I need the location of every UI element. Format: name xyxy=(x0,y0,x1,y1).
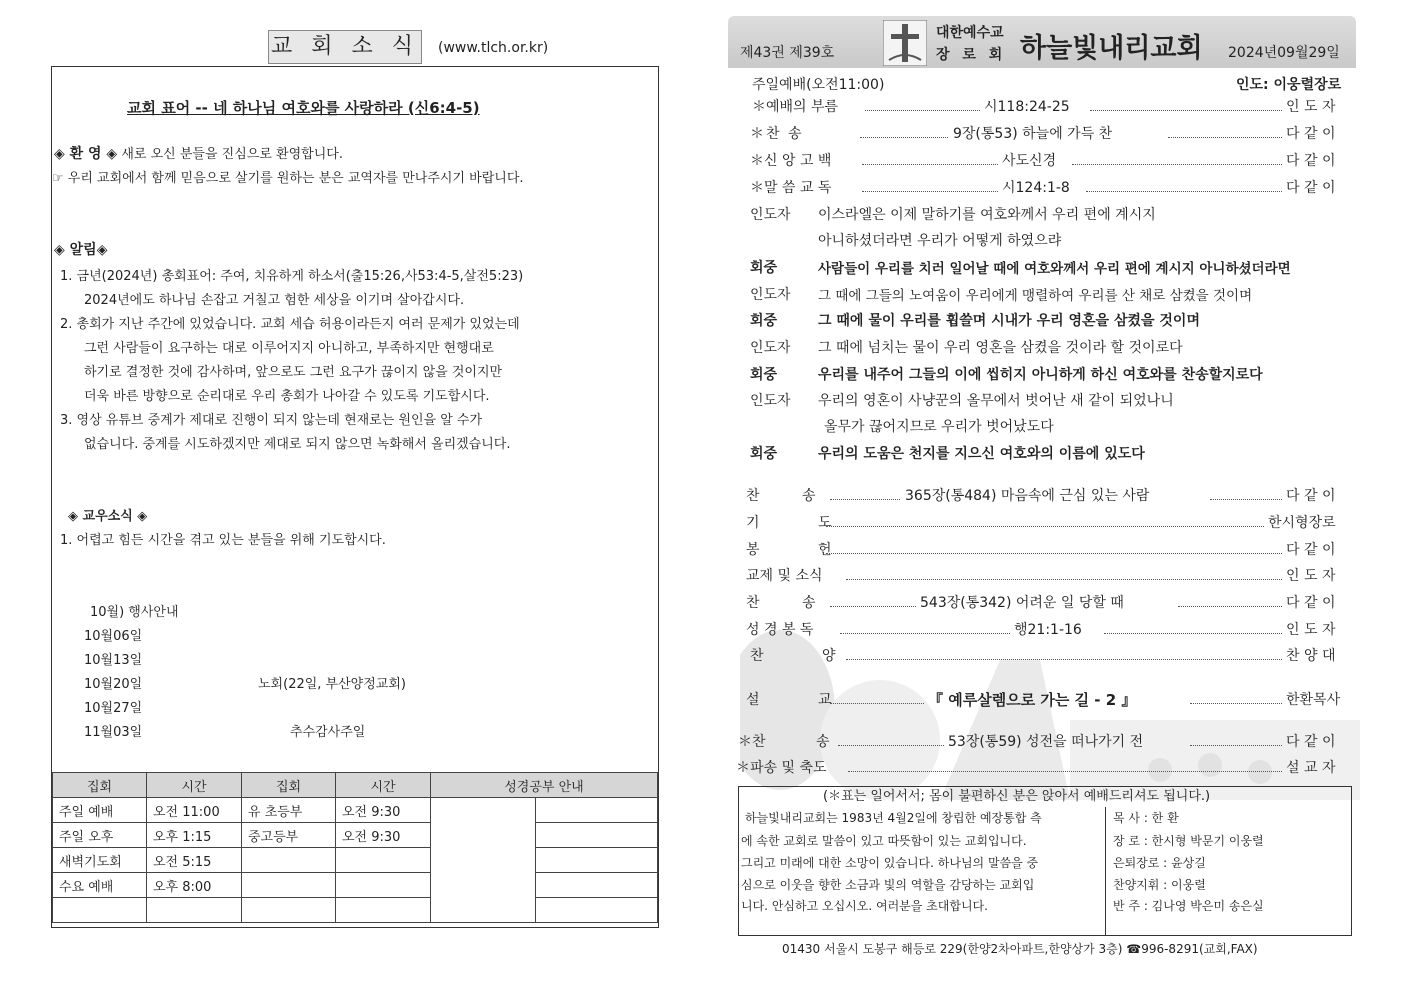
dotted-leader xyxy=(826,553,1282,554)
order-item: ＊찬 송 xyxy=(738,734,830,750)
church-cross-logo-icon xyxy=(883,20,927,66)
dotted-leader xyxy=(846,579,1282,580)
order-role: 다 같 이 xyxy=(1286,488,1336,504)
reading-role: 회중 xyxy=(750,260,778,276)
dotted-leader xyxy=(830,499,900,500)
meeting-schedule-table xyxy=(52,772,658,923)
table-cell xyxy=(53,898,147,923)
staff-line: 목 사 : 한 환 xyxy=(1113,811,1179,825)
table-cell xyxy=(336,848,431,873)
church-motto: 교회 표어 -- 네 하나님 여호와를 사랑하라 (신6:4-5) xyxy=(127,99,480,117)
service-time: 주일예배(오전11:00) xyxy=(752,77,885,93)
dotted-leader xyxy=(1168,137,1282,138)
dotted-leader xyxy=(846,659,1282,660)
reading-text: 우리를 내주어 그들의 이에 씹히지 아니하게 하신 여호와를 찬송할지로다 xyxy=(818,367,1263,383)
reading-role: 인도자 xyxy=(750,287,791,303)
order-item: 찬 양 xyxy=(750,648,836,664)
table-row xyxy=(53,798,658,823)
order-role: 다 같 이 xyxy=(1286,180,1336,196)
notice-line: 2. 총회가 지난 주간에 있었습니다. 교회 세습 허용이라든지 여러 문제가 있었는데 xyxy=(60,317,520,332)
table-cell xyxy=(336,873,431,898)
bible-study-cell xyxy=(431,798,536,923)
notice-line: 더욱 바른 방향으로 순리대로 우리 총회가 나아갈 수 있도록 기도합시다. xyxy=(84,389,490,404)
table-header-cell: 시간 xyxy=(336,773,431,798)
table-cell xyxy=(242,898,336,923)
order-detail: 사도신경 xyxy=(1002,153,1057,169)
table-row xyxy=(53,873,658,898)
dotted-leader xyxy=(838,745,944,746)
dotted-leader xyxy=(830,606,916,607)
table-header-cell: 시간 xyxy=(147,773,242,798)
table-row xyxy=(53,898,658,923)
table-cell xyxy=(536,898,658,923)
intro-line: 하늘빛내리교회는 1983년 4월2일에 창립한 예장통합 측 xyxy=(745,811,1042,825)
order-item: 찬 송 xyxy=(746,488,816,504)
table-cell: 오전 9:30 xyxy=(336,823,431,848)
order-detail: 365장(통484) 마음속에 근심 있는 사람 xyxy=(905,488,1150,504)
notice-heading: ◈ 알림◈ xyxy=(54,242,108,258)
order-detail: 행21:1-16 xyxy=(1014,622,1082,638)
welcome-section xyxy=(54,143,343,163)
table-cell xyxy=(336,898,431,923)
order-role: 다 같 이 xyxy=(1286,595,1336,611)
volume-number: 제43권 제39호 xyxy=(740,45,835,61)
welcome-heading: ◈ 환 영 ◈ xyxy=(54,146,118,162)
intro-line: 그리고 미래에 대한 소망이 있습니다. 하나님의 말씀을 중 xyxy=(741,856,1039,870)
event-date: 10월27일 xyxy=(84,701,143,716)
order-detail: 9장(통53) 하늘에 가득 찬 xyxy=(953,126,1113,142)
table-cell: 오전 9:30 xyxy=(336,798,431,823)
order-role: 찬 양 대 xyxy=(1286,648,1336,664)
notice-line: 3. 영상 유튜브 중계가 제대로 진행이 되지 않는데 현재로는 원인을 알 수가 xyxy=(60,413,483,428)
reading-role: 인도자 xyxy=(750,393,791,409)
bulletin-date: 2024년09월29일 xyxy=(1228,45,1340,61)
order-item: 찬 송 xyxy=(746,595,816,611)
notice-line: 그런 사람들이 요구하는 대로 이루어지지 아니하고, 부족하지만 현행대로 xyxy=(84,341,494,356)
table-cell xyxy=(536,798,658,823)
service-leader: 인도: 이웅렬장로 xyxy=(1236,77,1342,93)
order-role: 다 같 이 xyxy=(1286,126,1336,142)
reading-text: 우리의 도움은 천지를 지으신 여호와의 이름에 있도다 xyxy=(818,446,1145,462)
table-cell: 유 초등부 xyxy=(242,798,336,823)
intro-line: 에 속한 교회로 말씀이 있고 따뜻함이 있는 교회입니다. xyxy=(741,834,1027,848)
event-date: 10월20일 xyxy=(84,677,143,692)
order-item: ＊예배의 부름 xyxy=(752,99,839,115)
church-name: 하늘빛내리교회 xyxy=(1020,33,1203,64)
table-cell: 새벽기도회 xyxy=(53,848,147,873)
notice-line: 1. 금년(2024년) 총회표어: 주여, 치유하게 하소서(출15:26,사53:4-5,살전5:23) xyxy=(60,269,524,284)
event-date: 10월13일 xyxy=(84,653,143,668)
order-detail: 시124:1-8 xyxy=(1002,180,1070,196)
table-header-cell: 성경공부 안내 xyxy=(431,773,658,798)
event-desc: 노회(22일, 부산양정교회) xyxy=(258,677,406,692)
event-date: 10월06일 xyxy=(84,629,143,644)
reading-role: 회중 xyxy=(750,446,778,462)
table-cell: 오후 8:00 xyxy=(147,873,242,898)
order-item: ＊찬 송 xyxy=(750,126,804,142)
dotted-leader xyxy=(1086,191,1282,192)
staff-line: 찬양지휘 : 이웅렬 xyxy=(1113,878,1206,892)
dotted-leader xyxy=(1090,110,1282,111)
order-item: 기 도 xyxy=(746,515,832,531)
member-news-heading: ◈ 교우소식 ◈ xyxy=(68,509,148,524)
table-cell xyxy=(147,898,242,923)
church-news-box xyxy=(51,66,659,928)
notice-line: 하기로 결정한 것에 감사하며, 앞으로도 그런 요구가 끊이지 않을 것이지만 xyxy=(84,365,503,380)
church-address: 01430 서울시 도봉구 해등로 229(한양2차아파트,한양상가 3층) ☎996-8291(교회,FAX) xyxy=(782,942,1258,956)
order-detail: 시118:24-25 xyxy=(984,99,1070,115)
reading-text: 그 때에 그들의 노여움이 우리에게 맹렬하여 우리를 산 채로 삼켰을 것이며 xyxy=(818,288,1253,304)
order-role: 한시형장로 xyxy=(1268,515,1336,531)
order-role: 한환목사 xyxy=(1286,692,1341,708)
reading-role: 인도자 xyxy=(750,207,791,223)
order-role: 인 도 자 xyxy=(1286,99,1336,115)
order-role: 설 교 자 xyxy=(1286,760,1336,776)
info-divider xyxy=(1105,807,1106,935)
intro-line: 심으로 이웃을 향한 소금과 빛의 역할을 감당하는 교회입 xyxy=(741,878,1035,892)
events-heading: 10월) 행사안내 xyxy=(90,605,179,620)
church-url[interactable]: (www.tlch.or.kr) xyxy=(438,40,549,56)
table-cell xyxy=(242,873,336,898)
reading-text: 우리의 영혼이 사냥꾼의 올무에서 벗어난 새 같이 되었나니 xyxy=(818,393,1174,409)
reading-text: 그 때에 물이 우리를 휩쓸며 시내가 우리 영혼을 삼켰을 것이며 xyxy=(818,313,1200,329)
dotted-leader xyxy=(860,137,948,138)
dotted-leader xyxy=(826,526,1264,527)
church-info-box xyxy=(738,786,1352,936)
order-role: 인 도 자 xyxy=(1286,568,1336,584)
reading-text: 이스라엘은 이제 말하기를 여호와께서 우리 편에 계시지 xyxy=(818,207,1156,223)
table-cell: 주일 오후 xyxy=(53,823,147,848)
member-news-text: 1. 어렵고 힘든 시간을 겪고 있는 분들을 위해 기도합시다. xyxy=(60,533,386,548)
dotted-leader xyxy=(862,164,998,165)
order-item: 봉 헌 xyxy=(746,542,832,558)
dotted-leader xyxy=(840,633,1010,634)
dotted-leader xyxy=(1072,164,1282,165)
order-item: 설 교 xyxy=(746,692,832,708)
table-cell: 중고등부 xyxy=(242,823,336,848)
dotted-leader xyxy=(1104,633,1282,634)
staff-line: 반 주 : 김나영 박은미 송은실 xyxy=(1113,899,1264,913)
table-cell: 오후 1:15 xyxy=(147,823,242,848)
order-role: 인 도 자 xyxy=(1286,622,1336,638)
order-detail: 543장(통342) 어려운 일 당할 때 xyxy=(920,595,1124,611)
notice-line: 없습니다. 중계를 시도하겠지만 제대로 되지 않으면 녹화해서 올리겠습니다. xyxy=(84,437,511,452)
table-header-cell: 집회 xyxy=(53,773,147,798)
order-role: 다 같 이 xyxy=(1286,153,1336,169)
order-role: 다 같 이 xyxy=(1286,542,1336,558)
table-cell xyxy=(242,848,336,873)
order-item: ＊말 씀 교 독 xyxy=(750,180,832,196)
reading-text: 올무가 끊어지므로 우리가 벗어났도다 xyxy=(824,419,1054,435)
notice-line: 2024년에도 하나님 손잡고 거칠고 험한 세상을 이기며 살아갑시다. xyxy=(84,293,465,308)
reading-role: 인도자 xyxy=(750,340,791,356)
order-item: 성 경 봉 독 xyxy=(746,622,814,638)
table-cell: 오전 11:00 xyxy=(147,798,242,823)
welcome-text: 새로 오신 분들을 진심으로 환영합니다. xyxy=(121,147,343,162)
dotted-leader xyxy=(830,703,924,704)
left-page-title: 교 회 소 식 xyxy=(268,30,422,64)
staff-line: 은퇴장로 : 윤상길 xyxy=(1113,856,1206,870)
reading-text: 그 때에 넘치는 물이 우리 영혼을 삼켰을 것이라 할 것이로다 xyxy=(818,340,1183,356)
order-item: 교제 및 소식 xyxy=(746,568,823,584)
staff-line: 장 로 : 한시형 박문기 이웅렬 xyxy=(1113,834,1264,848)
table-header-row xyxy=(53,773,658,798)
intro-line: 니다. 안심하고 오십시오. 여러분을 초대합니다. xyxy=(741,899,988,913)
reading-text: 아니하셨더라면 우리가 어떻게 하였으랴 xyxy=(818,233,1062,249)
denomination-line-1: 대한예수교 xyxy=(936,25,1004,41)
dotted-leader xyxy=(848,771,1282,772)
dotted-leader xyxy=(862,191,998,192)
dotted-leader xyxy=(1190,703,1282,704)
reading-role: 회중 xyxy=(750,367,778,383)
reading-role: 회중 xyxy=(750,313,778,329)
order-role: 다 같 이 xyxy=(1286,734,1336,750)
sermon-title: 『 예루살렘으로 가는 길 - 2 』 xyxy=(928,691,1137,709)
table-cell: 오전 5:15 xyxy=(147,848,242,873)
reading-text: 사람들이 우리를 치러 일어날 때에 여호와께서 우리 편에 계시지 아니하셨더라면 xyxy=(818,261,1291,277)
table-cell xyxy=(536,823,658,848)
denomination-line-2: 장 로 회 xyxy=(936,47,1007,63)
bulletin-header xyxy=(728,16,1356,68)
order-item: ＊파송 및 축도 xyxy=(736,760,827,776)
standing-note: (＊표는 일어서서; 몸이 불편하신 분은 앉아서 예배드리셔도 됩니다.) xyxy=(823,789,1211,804)
dotted-leader xyxy=(1210,499,1282,500)
table-row xyxy=(53,823,658,848)
table-row xyxy=(53,848,658,873)
welcome-line-2: ☞ 우리 교회에서 함께 믿음으로 살기를 원하는 분은 교역자를 만나주시기 바랍니다. xyxy=(52,171,524,186)
table-cell xyxy=(536,848,658,873)
dotted-leader xyxy=(1190,745,1282,746)
dotted-leader xyxy=(1178,606,1282,607)
event-desc: 추수감사주일 xyxy=(290,725,366,740)
order-item: ＊신 앙 고 백 xyxy=(750,153,832,169)
dotted-leader xyxy=(865,110,980,111)
table-cell: 수요 예배 xyxy=(53,873,147,898)
table-header-cell: 집회 xyxy=(242,773,336,798)
table-cell xyxy=(536,873,658,898)
table-cell: 주일 예배 xyxy=(53,798,147,823)
event-date: 11월03일 xyxy=(84,725,143,740)
order-detail: 53장(통59) 성전을 떠나가기 전 xyxy=(948,734,1144,750)
